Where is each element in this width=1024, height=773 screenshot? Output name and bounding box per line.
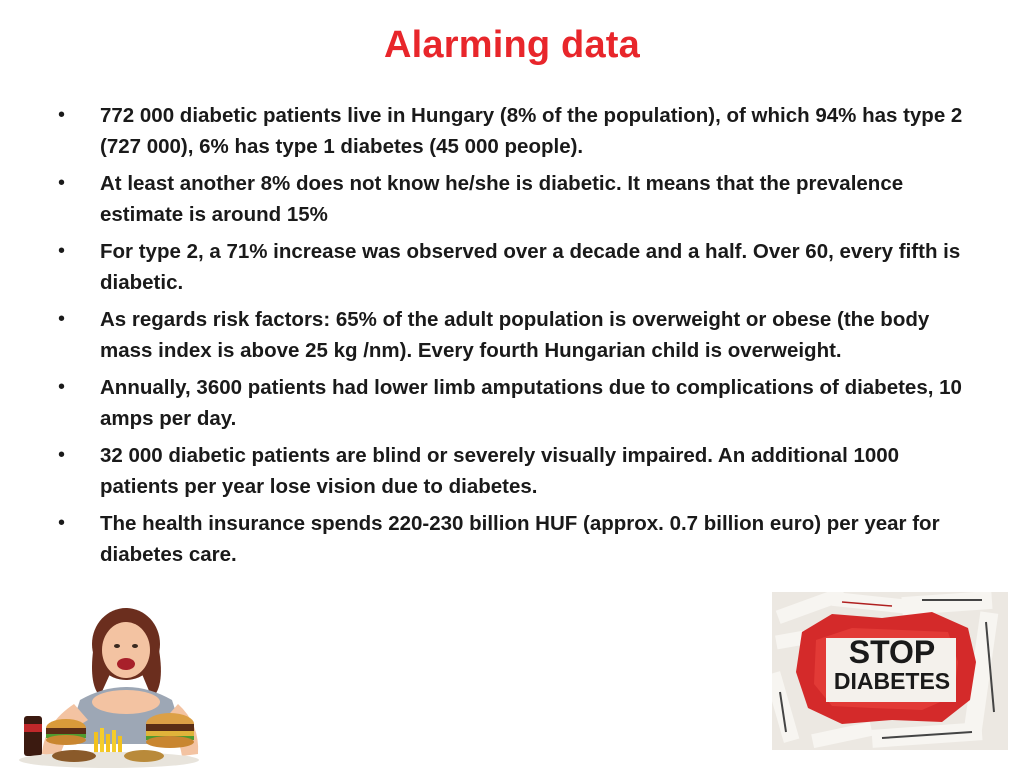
diabetes-text: DIABETES [833, 668, 951, 694]
bullet-dot-icon: • [58, 512, 66, 534]
bullet-item [58, 100, 978, 162]
bullet-dot-icon: • [58, 444, 66, 466]
slide-title: Alarming data [384, 24, 640, 66]
bullet-text: Annually, 3600 patients had lower limb amputations due to complications of diabetes, 10 amps per day. [100, 376, 962, 430]
bullet-text: As regards risk factors: 65% of the adult population is overweight or obese (the body mass index is above 25 kg /nm). Every fourth Hungarian child is overweight. [100, 308, 930, 362]
bullet-text: For type 2, a 71% increase was observed over a decade and a half. Over 60, every fifth is diabetic. [100, 240, 961, 294]
bullet-item [58, 440, 978, 502]
bullet-item [58, 372, 978, 434]
bullet-list [58, 100, 978, 576]
bullet-dot-icon: • [58, 308, 66, 330]
bullet-item [58, 236, 978, 298]
stop-diabetes-label [812, 636, 972, 693]
woman-fast-food-image [14, 604, 204, 768]
bullet-item [58, 508, 978, 570]
bullet-text: 32 000 diabetic patients are blind or severely visually impaired. An additional 1000 patients per year lose vision due to diabetes. [100, 444, 900, 498]
bullet-dot-icon: • [58, 104, 66, 126]
bullet-dot-icon: • [58, 172, 66, 194]
bullet-item [58, 304, 978, 366]
bullet-text: The health insurance spends 220-230 billion HUF (approx. 0.7 billion euro) per year for diabetes care. [100, 512, 940, 566]
bullet-dot-icon: • [58, 240, 66, 262]
bullet-text: 772 000 diabetic patients live in Hungary (8% of the population), of which 94% has type 2 (727 000), 6% has type 1 diabetes (45 000 people). [100, 104, 963, 158]
bullet-item [58, 168, 978, 230]
bullet-text: At least another 8% does not know he/she is diabetic. It means that the prevalence estimate is around 15% [100, 172, 904, 226]
stop-text: STOP [848, 634, 936, 670]
bullet-dot-icon: • [58, 376, 66, 398]
woman-with-fast-food-icon [14, 604, 204, 768]
stop-diabetes-image [772, 592, 1008, 750]
